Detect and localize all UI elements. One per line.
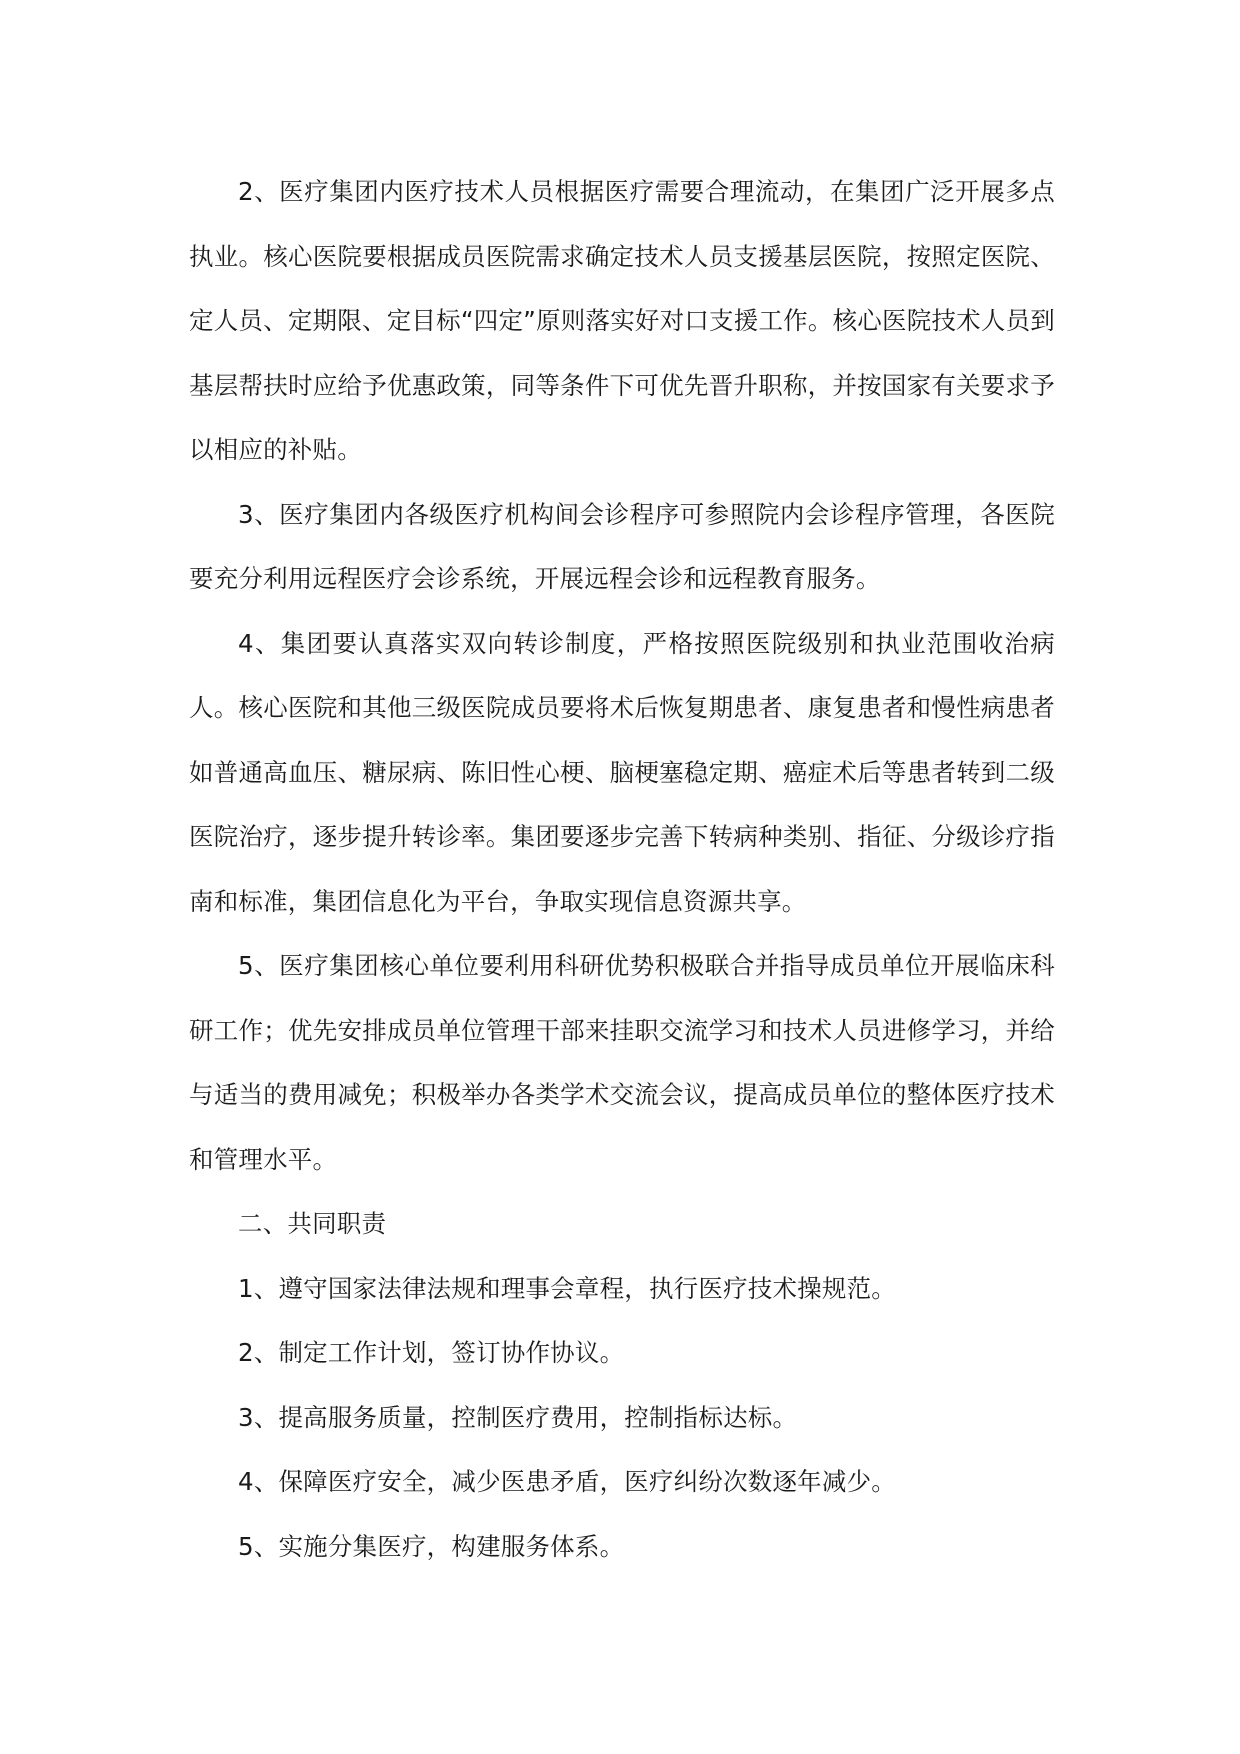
- section-heading-common-duties: 二、共同职责: [238, 1209, 387, 1238]
- duty-item-2: 2、制定工作计划，签订协作协议。: [238, 1338, 625, 1367]
- paragraph-research: 5、医疗集团核心单位要利用科研优势积极联合并指导成员单位开展临床科研工作；优先安排成员单位管理干部来挂职交流学习和技术人员进修学习，并给与适当的费用减免；积极举办各类学术交流会议，提高成员单位的整体医疗技术和管理水平。: [189, 951, 1055, 1174]
- paragraph-consultation: 3、医疗集团内各级医疗机构间会诊程序可参照院内会诊程序管理，各医院要充分利用远程医疗会诊系统，开展远程会诊和远程教育服务。: [189, 499, 1055, 593]
- duty-item-3: 3、提高服务质量，控制医疗费用，控制指标达标。: [238, 1402, 798, 1432]
- duty-item-5: 5、实施分集医疗，构建服务体系。: [238, 1531, 625, 1561]
- paragraph-referral: 4、集团要认真落实双向转诊制度，严格按照医院级别和执业范围收治病人。核心医院和其他三级医院成员要将术后恢复期患者、康复患者和慢性病患者如普通高血压、糖尿病、陈旧性心梗、脑梗塞稳定期、癌症术后等患者转到二级医院治疗，逐步提升转诊率。集团要逐步完善下转病种类别、指征、分级诊疗指南和标准，集团信息化为平台，争取实现信息资源共享。: [189, 628, 1055, 916]
- duty-item-1: 1、遵守国家法律法规和理事会章程，执行医疗技术操规范。: [238, 1273, 896, 1303]
- paragraph-staff-mobility: 2、医疗集团内医疗技术人员根据医疗需要合理流动，在集团广泛开展多点执业。核心医院要根据成员医院需求确定技术人员支援基层医院，按照定医院、定人员、定期限、定目标“四定”原则落实好对口支援工作。核心医院技术人员到基层帮扶时应给予优惠政策，同等条件下可优先晋升职称，并按国家有关要求予以相应的补贴。: [189, 177, 1055, 464]
- document-page: [189, 160, 1055, 1579]
- duty-item-4: 4、保障医疗安全，减少医患矛盾，医疗纠纷次数逐年减少。: [238, 1467, 896, 1496]
